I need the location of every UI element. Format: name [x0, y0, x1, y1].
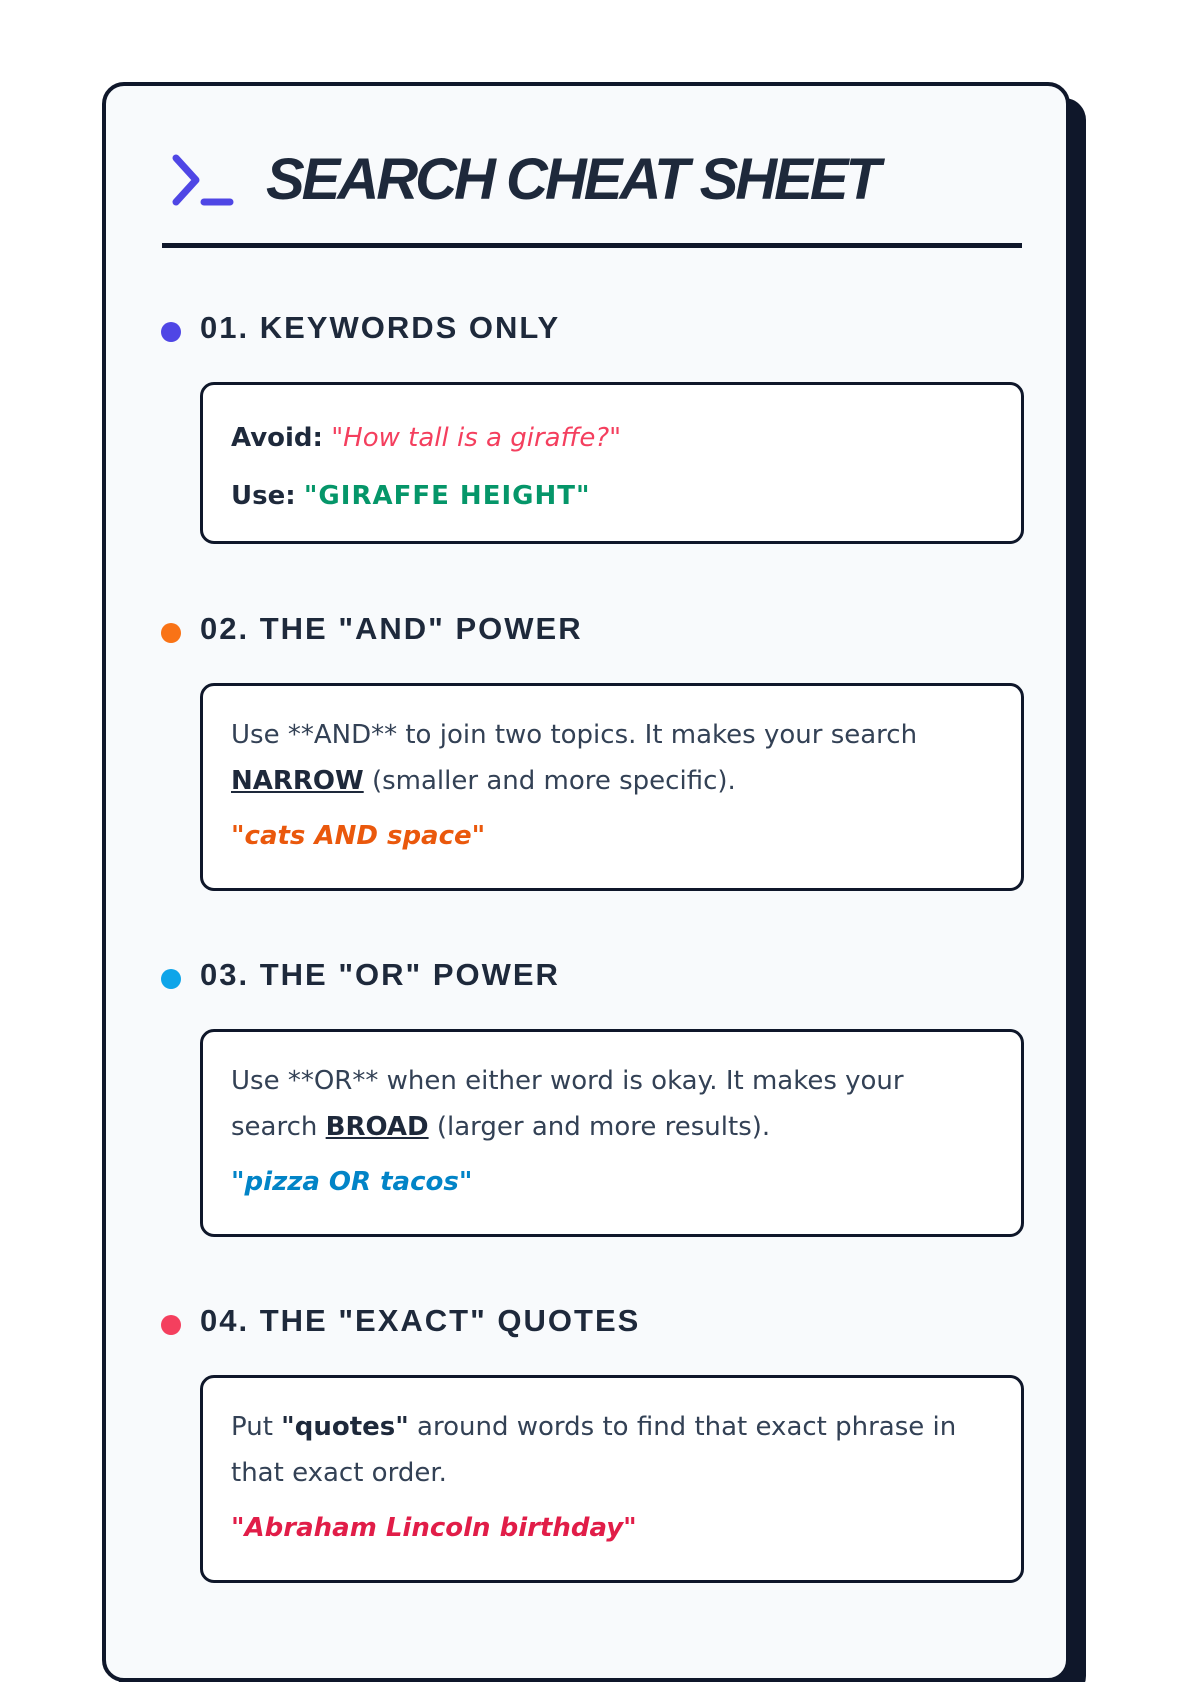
tip-box	[200, 683, 1024, 891]
section-or-power	[158, 955, 1026, 1197]
use-line	[231, 467, 993, 525]
section-header	[158, 1301, 1026, 1345]
tip-text	[231, 712, 993, 804]
section-title: 01. KEYWORDS ONLY	[200, 310, 561, 345]
avoid-example: "How tall is a giraffe?"	[331, 423, 622, 453]
terminal-prompt-icon	[168, 152, 238, 212]
quotes-emphasis: "quotes"	[281, 1412, 409, 1442]
narrow-emphasis: NARROW	[231, 766, 364, 796]
tip-box	[200, 1029, 1024, 1237]
example-query: "Abraham Lincoln birthday"	[231, 1513, 637, 1543]
bullet-dot-icon	[161, 1315, 181, 1335]
use-label: Use:	[231, 481, 296, 511]
tip-box	[200, 1375, 1024, 1583]
tip-text-start: Use **AND** to join two topics. It makes your search	[231, 720, 918, 750]
header	[162, 138, 1022, 248]
bullet-dot-icon	[161, 623, 181, 643]
bullet-dot-icon	[161, 322, 181, 342]
avoid-label: Avoid:	[231, 423, 323, 453]
avoid-line	[231, 409, 993, 467]
tip-text-start: Use **OR** when either word is okay. It makes your search	[231, 1066, 904, 1142]
section-and-power	[158, 609, 1026, 851]
tip-text-end: (smaller and more specific).	[363, 766, 736, 796]
tip-text-end: around words to find that exact phrase in that exact order.	[231, 1412, 957, 1488]
tip-text-start: Put	[231, 1412, 282, 1442]
use-example: "GIRAFFE HEIGHT"	[303, 481, 591, 511]
section-title: 03. THE "OR" POWER	[200, 957, 560, 992]
section-exact-quotes	[158, 1301, 1026, 1543]
broad-emphasis: BROAD	[325, 1112, 429, 1142]
section-header	[158, 955, 1026, 999]
tip-text	[231, 1404, 993, 1496]
example-query: "cats AND space"	[231, 821, 486, 851]
page-title: SEARCH CHEAT SHEET	[266, 147, 878, 212]
section-title: 02. THE "AND" POWER	[200, 611, 583, 646]
bullet-dot-icon	[161, 969, 181, 989]
example-query: "pizza OR tacos"	[231, 1167, 473, 1197]
section-keywords-only	[158, 308, 1026, 511]
tip-text	[231, 1058, 993, 1150]
cheat-sheet-card	[102, 82, 1070, 1682]
section-header	[158, 609, 1026, 653]
tip-text-end: (larger and more results).	[428, 1112, 771, 1142]
section-title: 04. THE "EXACT" QUOTES	[200, 1303, 641, 1338]
tip-box	[200, 382, 1024, 544]
section-header	[158, 308, 1026, 352]
